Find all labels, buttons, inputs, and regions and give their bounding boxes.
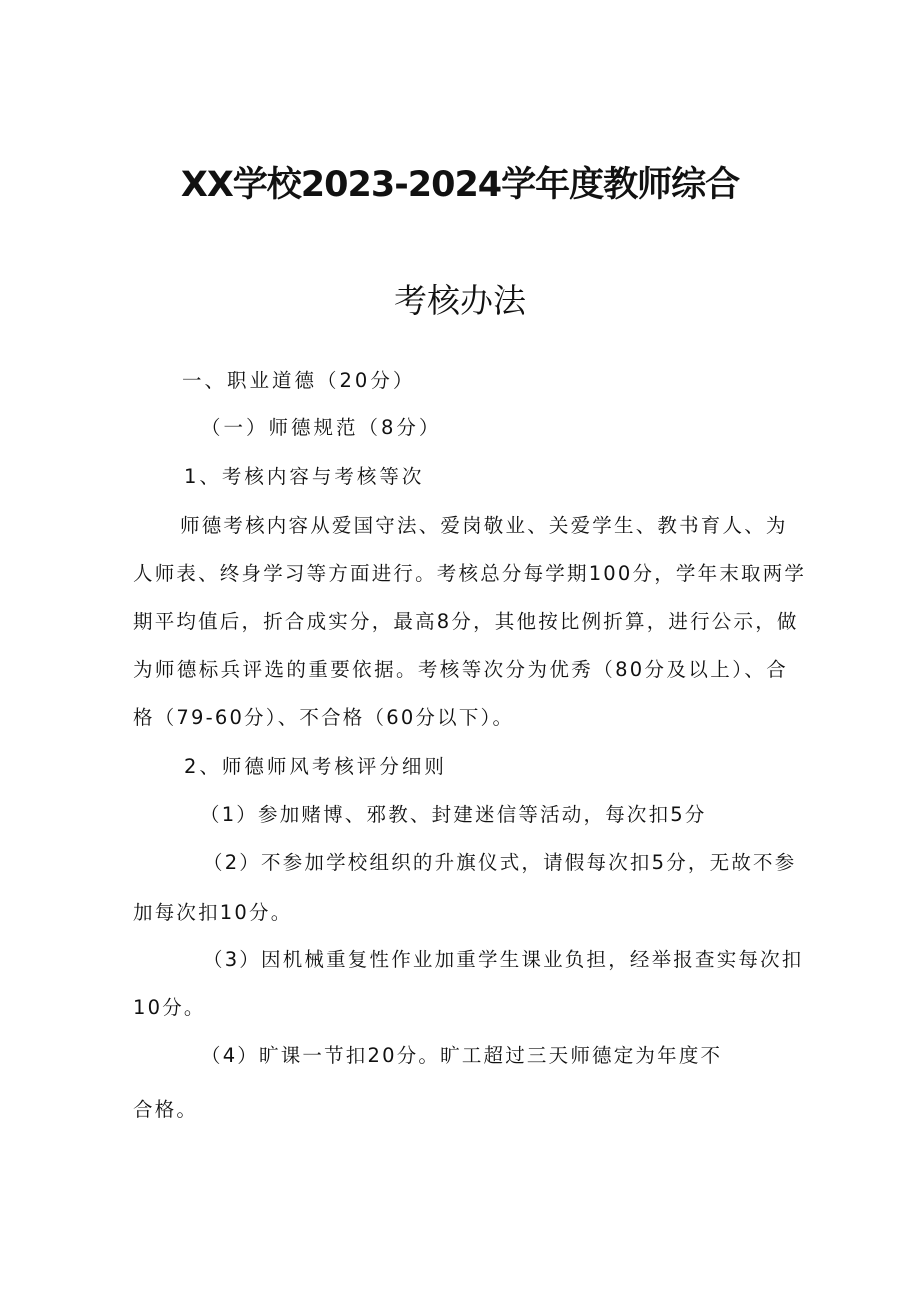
rule-line: （3）因机械重复性作业加重学生课业负担，经举报查实每次扣	[203, 948, 804, 971]
rule-line: 加每次扣10分。	[133, 901, 293, 924]
paragraph-line: 格（79-60分）、不合格（60分以下）。	[133, 706, 515, 729]
subsection-heading-ethics-norms: （一）师德规范（8分）	[201, 416, 442, 439]
rule-line: 10分。	[133, 996, 206, 1019]
section-heading-professional-ethics: 一、职业道德（20分）	[182, 369, 416, 392]
paragraph-line: 师德考核内容从爱国守法、爱岗敬业、关爱学生、教书育人、为	[180, 514, 788, 537]
document-title-line-1: XX学校2023-2024学年度教师综合	[180, 165, 740, 205]
paragraph-line: 人师表、终身学习等方面进行。考核总分每学期100分，学年末取两学	[133, 562, 807, 585]
item-heading-assessment-content: 1、考核内容与考核等次	[184, 465, 425, 488]
rule-line: （1）参加赌博、邪教、封建迷信等活动，每次扣5分	[200, 803, 707, 826]
rule-line: （2）不参加学校组织的升旗仪式，请假每次扣5分，无故不参	[203, 851, 797, 874]
rule-line: 合格。	[133, 1098, 199, 1121]
item-heading-scoring-rules: 2、师德师风考核评分细则	[184, 755, 447, 778]
paragraph-line: 为师德标兵评选的重要依据。考核等次分为优秀（80分及以上）、合	[133, 658, 788, 681]
document-title-line-2: 考核办法	[394, 281, 526, 320]
paragraph-line: 期平均值后，折合成实分，最高8分，其他按比例折算，进行公示，做	[133, 610, 799, 633]
rule-line: （4）旷课一节扣20分。旷工超过三天师德定为年度不	[201, 1044, 723, 1067]
